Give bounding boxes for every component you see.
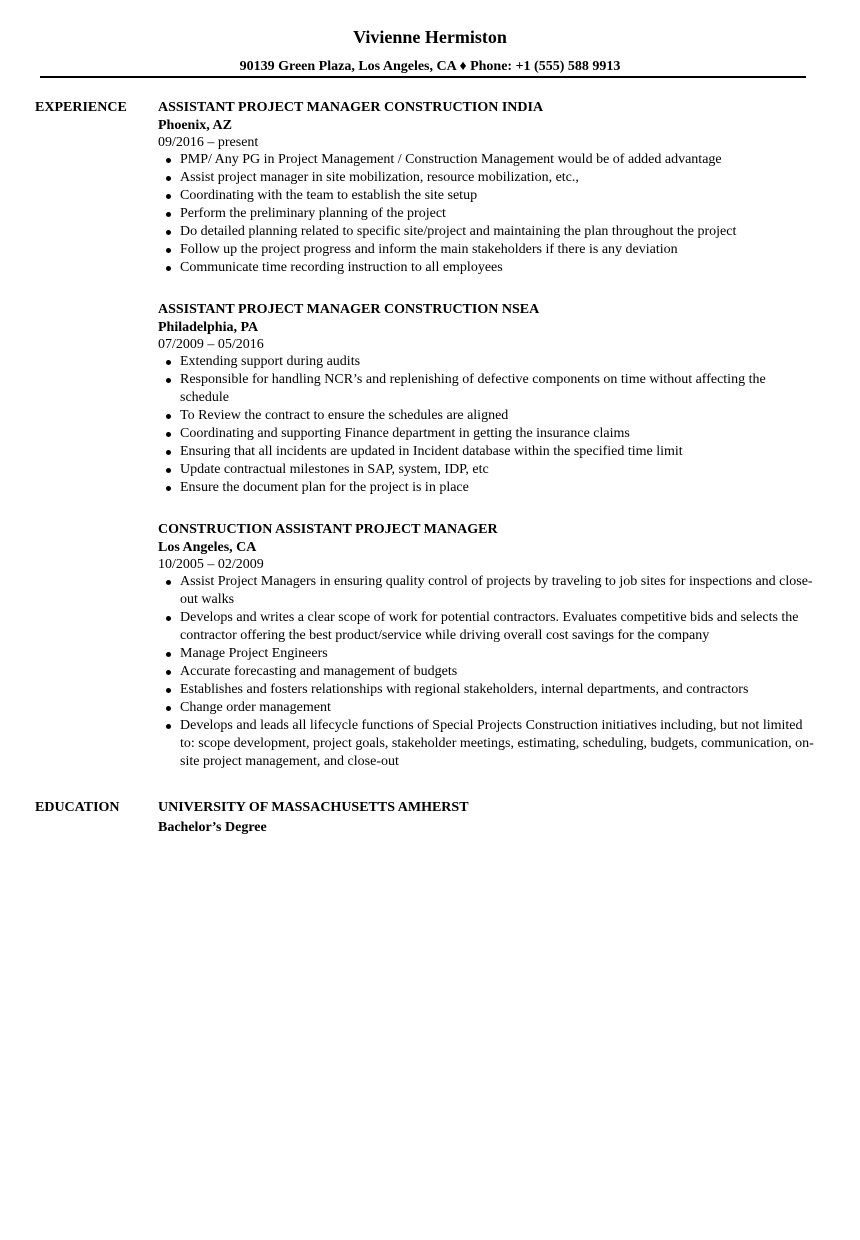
job-entry <box>158 99 818 277</box>
header-divider <box>40 76 806 78</box>
bullet-dot-icon <box>166 414 171 419</box>
job-bullet-text: PMP/ Any PG in Project Management / Construction Management would be of added advantage <box>180 152 722 167</box>
job-bullet <box>180 645 818 663</box>
job-dates: 09/2016 – present <box>158 135 259 150</box>
job-title: ASSISTANT PROJECT MANAGER CONSTRUCTION NSEA <box>158 302 540 317</box>
bullet-dot-icon <box>166 432 171 437</box>
bullet-dot-icon <box>166 176 171 181</box>
job-title: ASSISTANT PROJECT MANAGER CONSTRUCTION INDIA <box>158 100 544 115</box>
job-bullet-text: Ensure the document plan for the project is in place <box>180 480 469 495</box>
job-entry <box>158 301 818 497</box>
job-bullet-text: Coordinating with the team to establish the site setup <box>180 188 478 203</box>
job-bullet <box>180 151 818 169</box>
job-dates: 10/2005 – 02/2009 <box>158 557 264 572</box>
job-bullet <box>180 443 818 461</box>
job-bullet-text: Develops and writes a clear scope of work for potential contractors. Evaluates competitive bids and selects the contractor offering the best product/service while driving overall cost savings for the company <box>180 610 799 643</box>
degree: Bachelor’s Degree <box>158 820 267 835</box>
job-bullet-text: To Review the contract to ensure the schedules are aligned <box>180 408 509 423</box>
bullet-dot-icon <box>166 652 171 657</box>
job-location: Philadelphia, PA <box>158 320 259 335</box>
job-bullet-text: Assist project manager in site mobilization, resource mobilization, etc., <box>180 170 579 185</box>
bullet-dot-icon <box>166 724 171 729</box>
job-title: CONSTRUCTION ASSISTANT PROJECT MANAGER <box>158 522 498 537</box>
bullet-dot-icon <box>166 486 171 491</box>
school-name: UNIVERSITY OF MASSACHUSETTS AMHERST <box>158 800 469 815</box>
job-bullet <box>180 205 818 223</box>
job-bullet <box>180 241 818 259</box>
job-bullet-text: Ensuring that all incidents are updated in Incident database within the specified time limit <box>180 444 683 459</box>
bullet-dot-icon <box>166 212 171 217</box>
bullet-dot-icon <box>166 378 171 383</box>
bullet-dot-icon <box>166 468 171 473</box>
job-bullet <box>180 169 818 187</box>
job-bullet <box>180 717 818 771</box>
job-bullet-text: Accurate forecasting and management of budgets <box>180 664 458 679</box>
job-bullet <box>180 371 818 407</box>
resume-header <box>0 0 860 76</box>
job-bullet-text: Manage Project Engineers <box>180 646 328 661</box>
bullet-dot-icon <box>166 158 171 163</box>
job-bullet-text: Extending support during audits <box>180 354 361 369</box>
candidate-name: Vivienne Hermiston <box>353 27 507 47</box>
bullet-dot-icon <box>166 360 171 365</box>
job-bullet <box>180 479 818 497</box>
education-entry <box>158 799 818 837</box>
job-dates: 07/2009 – 05/2016 <box>158 337 264 352</box>
job-bullet <box>180 353 818 371</box>
bullet-dot-icon <box>166 706 171 711</box>
job-bullet <box>180 259 818 277</box>
job-bullet <box>180 699 818 717</box>
job-bullet-text: Change order management <box>180 700 331 715</box>
bullet-dot-icon <box>166 194 171 199</box>
job-bullet-text: Communicate time recording instruction to all employees <box>180 260 503 275</box>
job-entry <box>158 521 818 771</box>
job-bullet <box>180 461 818 479</box>
job-bullet <box>180 407 818 425</box>
bullet-dot-icon <box>166 266 171 271</box>
section-label-experience: EXPERIENCE <box>35 100 127 115</box>
job-bullet-text: Develops and leads all lifecycle functions of Special Projects Construction initiatives including, but not limited to: scope development, project goals, stakeholder meetings, estimating, scheduling, budgets, communication, on-site project management, and close-out <box>180 718 814 769</box>
bullet-dot-icon <box>166 230 171 235</box>
bullet-dot-icon <box>166 450 171 455</box>
job-bullet <box>180 223 818 241</box>
section-label-education: EDUCATION <box>35 800 120 815</box>
job-bullet <box>180 609 818 645</box>
bullet-dot-icon <box>166 670 171 675</box>
bullet-dot-icon <box>166 688 171 693</box>
job-bullet-text: Update contractual milestones in SAP, system, IDP, etc <box>180 462 489 477</box>
job-bullet-text: Assist Project Managers in ensuring quality control of projects by traveling to job sites for inspections and close-out walks <box>180 574 813 607</box>
job-bullet-text: Coordinating and supporting Finance department in getting the insurance claims <box>180 426 630 441</box>
job-bullet-text: Perform the preliminary planning of the project <box>180 206 446 221</box>
job-location: Phoenix, AZ <box>158 118 232 133</box>
job-location: Los Angeles, CA <box>158 540 257 555</box>
job-bullet <box>180 187 818 205</box>
job-bullet <box>180 663 818 681</box>
contact-line: 90139 Green Plaza, Los Angeles, CA ♦ Phone: +1 (555) 588 9913 <box>239 59 621 74</box>
job-bullet <box>180 425 818 443</box>
job-bullet-text: Do detailed planning related to specific site/project and maintaining the plan throughout the project <box>180 224 737 239</box>
job-bullet-text: Establishes and fosters relationships with regional stakeholders, internal departments, and contractors <box>180 682 749 697</box>
bullet-dot-icon <box>166 580 171 585</box>
job-bullet-list <box>158 573 818 771</box>
job-bullet-list <box>158 353 818 497</box>
job-bullet <box>180 681 818 699</box>
job-bullet-list <box>158 151 818 277</box>
experience-list <box>158 99 818 795</box>
job-bullet <box>180 573 818 609</box>
job-bullet-text: Follow up the project progress and inform the main stakeholders if there is any deviation <box>180 242 678 257</box>
bullet-dot-icon <box>166 616 171 621</box>
job-bullet-text: Responsible for handling NCR’s and replenishing of defective components on time without affecting the schedule <box>180 372 766 405</box>
bullet-dot-icon <box>166 248 171 253</box>
